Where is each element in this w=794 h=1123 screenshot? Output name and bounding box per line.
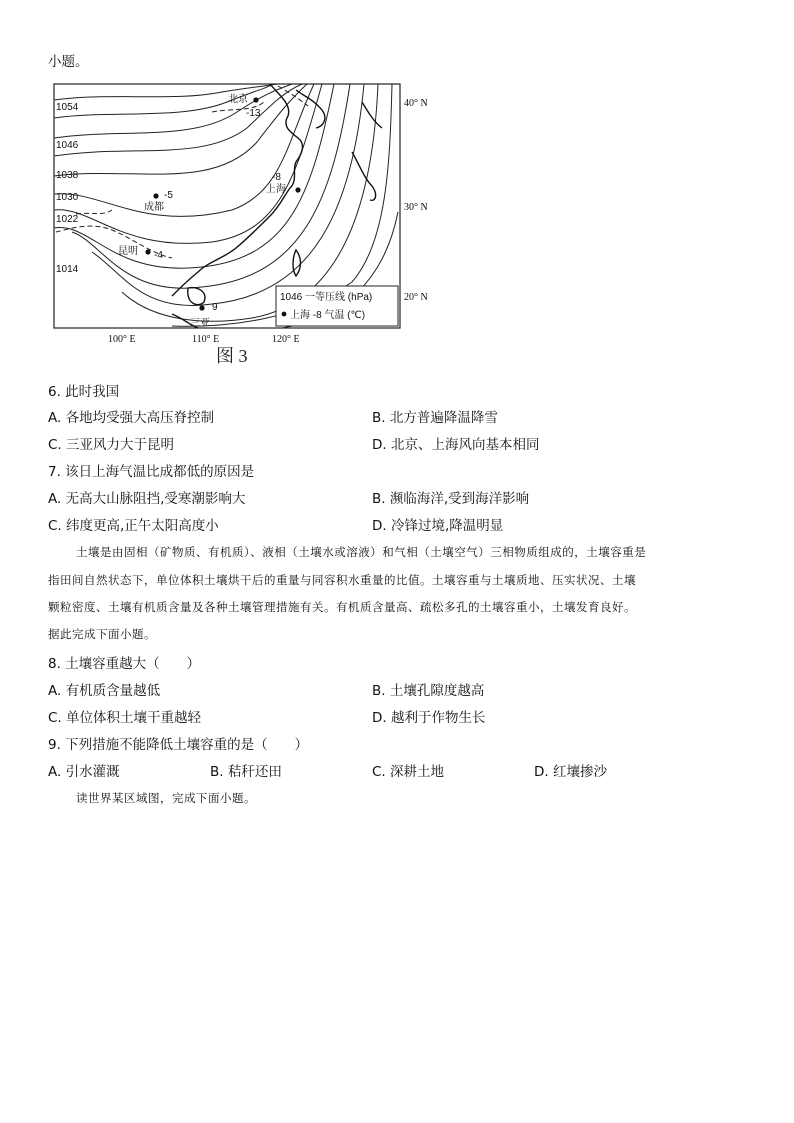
lat-30: 30° N (404, 202, 428, 213)
q7-option-b[interactable]: B. 濒临海洋,受到海洋影响 (372, 491, 530, 507)
city-chengdu: 成都 (144, 202, 164, 213)
temp-kunming: -4 (154, 250, 163, 261)
lon-100: 100° E (108, 334, 136, 345)
lon-110: 110° E (192, 334, 220, 345)
intro-tail: 小题。 (48, 54, 89, 70)
temp-sanya: 9 (212, 302, 218, 313)
q9-option-c[interactable]: C. 深耕土地 (372, 764, 445, 780)
isobar-label-1038: 1038 (56, 170, 79, 181)
lon-120: 120° E (272, 334, 300, 345)
q8-option-b[interactable]: B. 土壤孔隙度越高 (372, 683, 485, 699)
passage-line-2: 指田间自然状态下，单位体积土壤烘干后的重量与同容积水重量的比值。土壤容重与土壤质地、压实状况、土壤 (48, 573, 636, 587)
city-beijing: 北京 (228, 94, 248, 105)
q9-option-d[interactable]: D. 红壤掺沙 (534, 764, 607, 780)
question-6-stem: 6. 此时我国 (48, 384, 120, 400)
sanya-marker (199, 305, 204, 310)
isobar-label-1030: 1030 (56, 192, 79, 203)
legend-city-dot (282, 312, 287, 317)
final-instruction: 读世界某区域图，完成下面小题。 (76, 791, 256, 805)
temp-chengdu: -5 (164, 190, 173, 201)
q6-option-b[interactable]: B. 北方普遍降温降雪 (372, 410, 498, 426)
legend-temp: 上海 -8 气温 (℃) (290, 310, 366, 321)
q9-option-a[interactable]: A. 引水灌溉 (48, 764, 120, 780)
figure-caption: 图 3 (216, 346, 248, 366)
question-9-stem: 9. 下列措施不能降低土壤容重的是（ ） (48, 737, 309, 753)
q8-option-a[interactable]: A. 有机质含量越低 (48, 683, 161, 699)
q8-option-d[interactable]: D. 越利于作物生长 (372, 710, 486, 726)
temp-beijing: -13 (246, 108, 261, 119)
q9-option-b[interactable]: B. 秸秆还田 (210, 764, 282, 780)
isobar-map-figure (52, 82, 452, 372)
chengdu-marker (153, 193, 158, 198)
isobar-label-1054: 1054 (56, 102, 79, 113)
q8-option-c[interactable]: C. 单位体积土壤干重越轻 (48, 710, 202, 726)
passage-line-3: 颗粒密度、土壤有机质含量及各种土壤管理措施有关。有机质含量高、疏松多孔的土壤容重小，土壤发育良好。 (48, 600, 636, 614)
shanghai-marker (295, 187, 300, 192)
city-kunming: 昆明 (118, 246, 138, 257)
question-8-stem: 8. 土壤容重越大（ ） (48, 656, 201, 672)
isobar-label-1014: 1014 (56, 264, 79, 275)
q6-option-a[interactable]: A. 各地均受强大高压脊控制 (48, 410, 215, 426)
city-shanghai: 上海 (266, 184, 286, 195)
lat-40: 40° N (404, 98, 428, 109)
beijing-marker (253, 97, 258, 102)
temp-shanghai: -8 (272, 172, 281, 183)
city-sanya: 三亚 (190, 318, 210, 329)
legend-isobar: 1046 一等压线 (hPa) (280, 292, 373, 303)
q6-option-c[interactable]: C. 三亚风力大于昆明 (48, 437, 175, 453)
isobar-label-1046: 1046 (56, 140, 79, 151)
q7-option-a[interactable]: A. 无高大山脉阻挡,受寒潮影响大 (48, 491, 246, 507)
passage-line-4: 据此完成下面小题。 (48, 627, 156, 641)
q6-option-d[interactable]: D. 北京、上海风向基本相同 (372, 437, 540, 453)
lat-20: 20° N (404, 292, 428, 303)
q7-option-c[interactable]: C. 纬度更高,正午太阳高度小 (48, 518, 219, 534)
isobar-label-1022: 1022 (56, 214, 79, 225)
passage-line-1: 土壤是由固相（矿物质、有机质）、液相（土壤水或溶液）和气相（土壤空气）三相物质组成的，土壤容重是 (76, 545, 647, 559)
q7-option-d[interactable]: D. 冷锋过境,降温明显 (372, 518, 504, 534)
kunming-marker (145, 249, 150, 254)
question-7-stem: 7. 该日上海气温比成都低的原因是 (48, 464, 255, 480)
